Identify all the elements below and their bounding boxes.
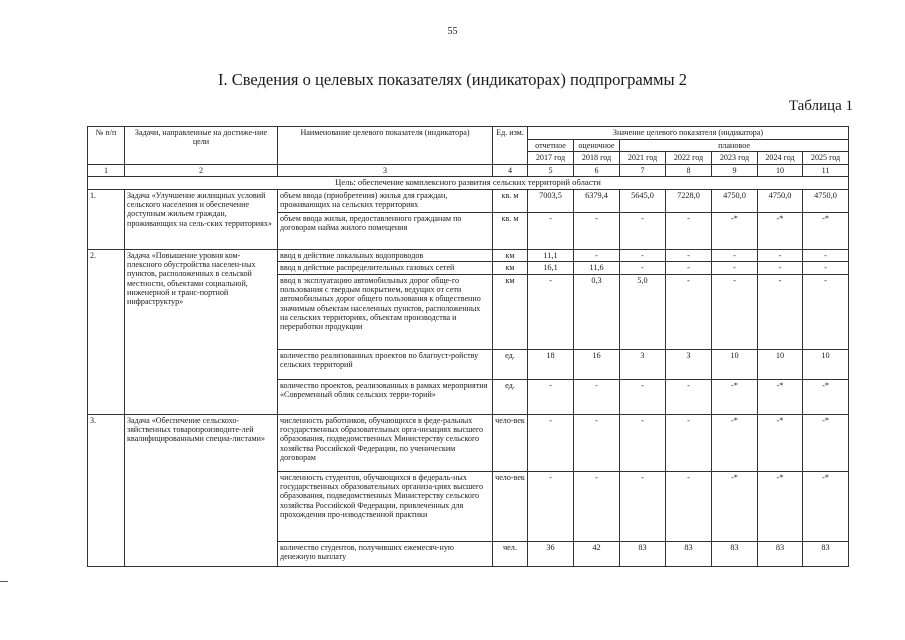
value-cell: - [803, 249, 849, 262]
header-task: Задачи, направленные на достиже-ние цели [125, 127, 278, 165]
indicator-name: численность работников, обучающихся в феде-ральных государственных образовательных орга-низациях высшего образования, подведомственных Министерству сельского хозяйства Российской Федерации, по ученическим договорам [278, 414, 493, 471]
value-cell: - [666, 471, 712, 541]
column-number: 11 [803, 164, 849, 176]
value-cell: - [528, 379, 574, 414]
value-cell: - [620, 249, 666, 262]
value-cell: - [620, 414, 666, 471]
table-row [88, 249, 849, 262]
value-cell: 83 [758, 541, 803, 566]
value-cell: - [803, 274, 849, 349]
value-cell: -* [803, 471, 849, 541]
indicator-unit: ед. [493, 379, 528, 414]
value-cell: 11,6 [574, 262, 620, 275]
value-cell: - [620, 212, 666, 249]
table-row [88, 414, 849, 471]
value-cell: 83 [620, 541, 666, 566]
value-cell: 4750,0 [803, 189, 849, 212]
value-cell: - [758, 262, 803, 275]
value-cell: - [666, 212, 712, 249]
table-row [88, 189, 849, 212]
value-cell: -* [758, 212, 803, 249]
value-cell: 11,1 [528, 249, 574, 262]
indicator-name: ввод в действие распределительных газовых сетей [278, 262, 493, 275]
value-cell: 4750,0 [758, 189, 803, 212]
value-cell: 0,3 [574, 274, 620, 349]
header-unit: Ед. изм. [493, 127, 528, 165]
column-number: 5 [528, 164, 574, 176]
year-cell: 2022 год [666, 152, 712, 164]
task-number: 1. [88, 189, 125, 249]
value-cell: 10 [803, 349, 849, 379]
value-cell: -* [758, 414, 803, 471]
value-cell: - [666, 262, 712, 275]
goal-row [88, 176, 849, 189]
column-number: 8 [666, 164, 712, 176]
indicator-unit: км [493, 249, 528, 262]
indicator-name: количество проектов, реализованных в рамках мероприятия «Современный облик сельских терри-торий» [278, 379, 493, 414]
value-cell: 83 [803, 541, 849, 566]
value-cell: - [758, 274, 803, 349]
value-cell: 7228,0 [666, 189, 712, 212]
header-indicator: Наименование целевого показателя (индикатора) [278, 127, 493, 165]
year-cell: 2024 год [758, 152, 803, 164]
value-cell: 3 [666, 349, 712, 379]
indicator-unit: кв. м [493, 212, 528, 249]
value-cell: 16,1 [528, 262, 574, 275]
column-number: 1 [88, 164, 125, 176]
value-cell: - [666, 379, 712, 414]
value-cell: - [620, 379, 666, 414]
header-planned: плановое [620, 140, 849, 152]
value-cell: - [574, 471, 620, 541]
value-cell: - [666, 274, 712, 349]
column-number: 6 [574, 164, 620, 176]
value-cell: -* [803, 414, 849, 471]
header-row-1 [88, 127, 849, 140]
value-cell: - [712, 249, 758, 262]
indicator-unit: чело-век [493, 414, 528, 471]
margin-mark [0, 581, 8, 582]
year-cell: 2021 год [620, 152, 666, 164]
indicator-unit: чел. [493, 541, 528, 566]
value-cell: - [712, 274, 758, 349]
year-cell: 2018 год [574, 152, 620, 164]
value-cell: - [620, 471, 666, 541]
value-cell: -* [712, 212, 758, 249]
column-number: 3 [278, 164, 493, 176]
column-number: 2 [125, 164, 278, 176]
value-cell: - [803, 262, 849, 275]
value-cell: 5,0 [620, 274, 666, 349]
value-cell: - [574, 212, 620, 249]
header-reported: отчетное [528, 140, 574, 152]
year-cell: 2025 год [803, 152, 849, 164]
value-cell: -* [712, 414, 758, 471]
task-number: 3. [88, 414, 125, 566]
value-cell: - [620, 262, 666, 275]
column-number-row [88, 164, 849, 176]
value-cell: 36 [528, 541, 574, 566]
indicator-unit: км [493, 262, 528, 275]
value-cell: - [666, 249, 712, 262]
value-cell: - [574, 414, 620, 471]
indicator-name: количество студентов, получивших ежемесяч-ную денежную выплату [278, 541, 493, 566]
header-num: № п/п [88, 127, 125, 165]
value-cell: - [528, 212, 574, 249]
task-text: Задача «Улучшение жилищных условий сельского населения и обеспечение доступным жильем граждан, проживающих на сель-ских территориях» [125, 189, 278, 249]
task-text: Задача «Повышение уровня ком-плексного обустройства населен-ных пунктов, расположенных в сельской местности, объектами социальной, инженерной и транс-портной инфраструктур» [125, 249, 278, 414]
value-cell: 5645,0 [620, 189, 666, 212]
table-label: Таблица 1 [788, 98, 853, 114]
task-text: Задача «Обеспечение сельскохо-зяйственных товаропроизводите-лей квалифицированными специа-листами» [125, 414, 278, 566]
indicators-table [87, 126, 849, 567]
value-cell: - [574, 379, 620, 414]
value-cell: - [528, 274, 574, 349]
year-cell: 2017 год [528, 152, 574, 164]
indicator-name: количество реализованных проектов по благоуст-ройству сельских территорий [278, 349, 493, 379]
value-cell: 10 [758, 349, 803, 379]
value-cell: - [528, 414, 574, 471]
value-cell: - [528, 471, 574, 541]
value-cell: 42 [574, 541, 620, 566]
page-number: 55 [447, 26, 458, 37]
value-cell: 7003,5 [528, 189, 574, 212]
value-cell: 18 [528, 349, 574, 379]
indicator-unit: км [493, 274, 528, 349]
value-cell: 83 [666, 541, 712, 566]
column-number: 7 [620, 164, 666, 176]
column-number: 4 [493, 164, 528, 176]
value-cell: 10 [712, 349, 758, 379]
column-number: 9 [712, 164, 758, 176]
value-cell: 16 [574, 349, 620, 379]
value-cell: -* [803, 379, 849, 414]
value-cell: - [712, 262, 758, 275]
value-cell: -* [803, 212, 849, 249]
value-cell: - [666, 414, 712, 471]
indicator-unit: чело-век [493, 471, 528, 541]
section-title: I. Сведения о целевых показателях (индикаторах) подпрограммы 2 [217, 70, 688, 89]
indicator-name: численность студентов, обучающихся в федераль-ных государственных образовательных организа-циях высшего образования, подведомственных Министерству сельского хозяйства Российской Федерации, привлеченных для прохождения про-изводственной практики [278, 471, 493, 541]
value-cell: -* [712, 379, 758, 414]
year-cell: 2023 год [712, 152, 758, 164]
indicator-name: ввод в действие локальных водопроводов [278, 249, 493, 262]
header-value-group: Значение целевого показателя (индикатора) [528, 127, 849, 140]
value-cell: 4750,0 [712, 189, 758, 212]
header-estimated: оценочное [574, 140, 620, 152]
indicator-name: объем ввода (приобретения) жилья для граждан, проживающих на сельских территориях [278, 189, 493, 212]
value-cell: -* [758, 379, 803, 414]
indicator-unit: кв. м [493, 189, 528, 212]
value-cell: 6379,4 [574, 189, 620, 212]
task-number: 2. [88, 249, 125, 414]
column-number: 10 [758, 164, 803, 176]
value-cell: -* [758, 471, 803, 541]
value-cell: 3 [620, 349, 666, 379]
goal-text: Цель: обеспечение комплексного развития сельских территорий области [88, 176, 849, 189]
indicator-unit: ед. [493, 349, 528, 379]
value-cell: - [574, 249, 620, 262]
value-cell: -* [712, 471, 758, 541]
value-cell: 83 [712, 541, 758, 566]
indicator-name: объем ввода жилья, предоставленного гражданам по договорам найма жилого помещения [278, 212, 493, 249]
indicator-name: ввод в эксплуатацию автомобильных дорог обще-го пользования с твердым покрытием, ведущих от сети автомобильных дорог общего пользования к общественно значимым объектам населенных пунктов, расположенных на сельских территориях, объектам производства и переработки продукции [278, 274, 493, 349]
value-cell: - [758, 249, 803, 262]
